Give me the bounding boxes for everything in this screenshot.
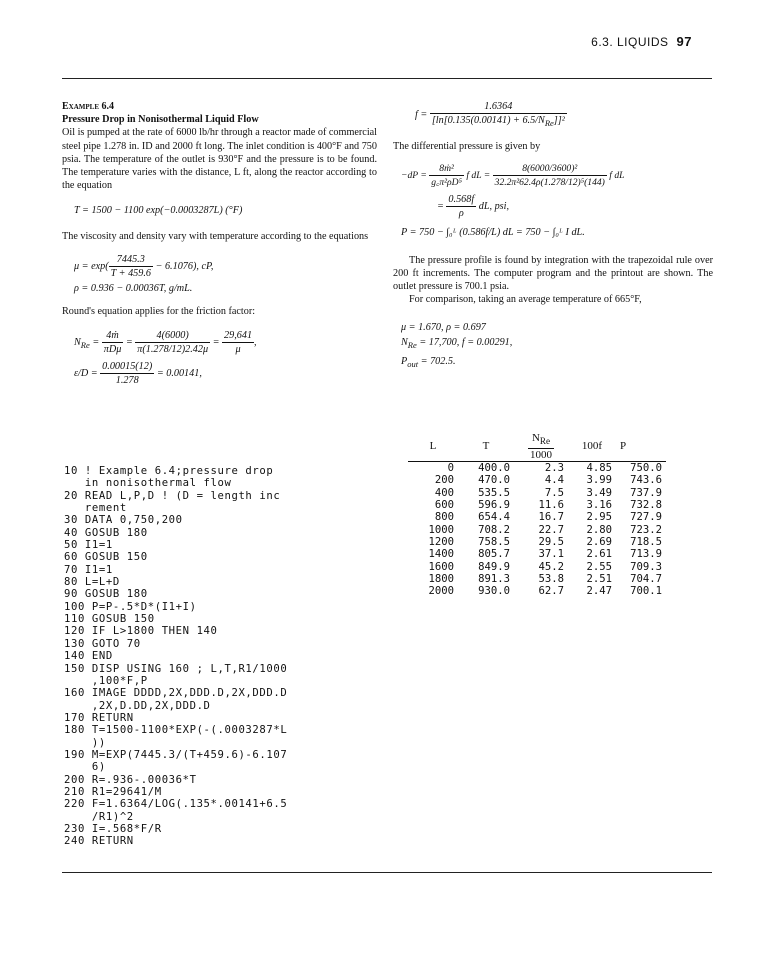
mu-rhs: − 6.1076), cP,	[155, 260, 214, 272]
program-line: 110 GOSUB 150	[64, 613, 155, 626]
table-cell: 704.7	[630, 572, 662, 585]
header-P: P	[620, 440, 627, 453]
table-cell: 11.6	[538, 498, 564, 511]
diff-text: The differential pressure is given by	[393, 141, 541, 153]
table-cell: 2.95	[586, 511, 612, 524]
nre-header-frac	[528, 432, 554, 461]
table-cell: 7.5	[544, 486, 564, 499]
program-line: 210 R1=29641/M	[64, 785, 162, 798]
dp-f1d: g꜀π²ρD⁵	[431, 176, 462, 188]
equation-dp-2: = $\frac{0.568f}{\rho}$ dL, psi,	[437, 194, 510, 220]
table-cell: 3.49	[586, 486, 612, 499]
table-cell: 3.99	[586, 474, 612, 487]
table-cell: 737.9	[630, 486, 662, 499]
mu-num: 7445.3	[109, 253, 153, 267]
table-row	[408, 461, 666, 474]
dp-frac-1	[429, 162, 464, 189]
program-line: 240 RETURN	[64, 835, 134, 848]
section-title: 6.3. LIQUIDS	[591, 35, 669, 49]
avg-nre-rest: = 17,700, f = 0.00291,	[416, 337, 513, 349]
equation-temperature: T = 1500 − 1100 exp(−0.0003287L) (°F)	[74, 205, 243, 217]
table-cell: 1800	[428, 572, 454, 585]
table-row	[408, 585, 666, 597]
table-cell: 535.5	[478, 486, 510, 499]
avg-p-sub: out	[407, 358, 419, 369]
equation-friction	[415, 100, 713, 130]
table-cell: 2.80	[586, 523, 612, 536]
example-right-column	[393, 100, 713, 372]
nre-sub: Re	[80, 339, 90, 350]
table-cell: 4.4	[544, 474, 564, 487]
equation-dp	[401, 162, 713, 189]
mu-den: T + 459.6	[110, 268, 151, 280]
program-line: 220 F=1.6364/LOG(.135*.00141+6.5	[64, 798, 288, 811]
nre-f2n: 4(6000)	[135, 329, 210, 343]
dp-f1n: 8ṁ²	[429, 162, 464, 176]
equation-roughness	[74, 360, 377, 387]
table-cell: 53.8	[538, 572, 564, 585]
program-line: 130 GOTO 70	[64, 637, 141, 650]
program-line: 70 I1=1	[64, 563, 113, 576]
f-den-a: [ln[0.135(0.00141) + 6.5/N	[431, 115, 545, 127]
header-T: T	[482, 440, 490, 453]
table-cell: 596.9	[478, 498, 510, 511]
example-left-column	[62, 100, 377, 387]
program-line: 50 I1=1	[64, 539, 113, 552]
program-line: 80 L=L+D	[64, 576, 120, 589]
program-line: 190 M=EXP(7445.3/(T+459.6)-6.107	[64, 748, 288, 761]
eps-frac	[100, 360, 154, 387]
program-line: /R1)^2	[64, 810, 134, 823]
table-row	[408, 536, 666, 548]
output-table-wrapper	[408, 432, 666, 598]
program-line: ,100*F,P	[64, 674, 148, 687]
header-f: 100f	[581, 440, 603, 453]
f-den-sub: Re	[544, 118, 554, 129]
table-row	[408, 524, 666, 536]
f-frac	[430, 100, 567, 130]
nre-header-sub: Re	[539, 436, 551, 447]
profile-text: The pressure profile is found by integration with the trapezoidal rule over 200 ft increments. The computer program and the printout are shown. The outlet pressure is 700.1 psia.	[393, 254, 713, 293]
equation-pressure: P = 750 − ∫₀ᴸ (0.586f/L) dL = 750 − ∫₀ᴸ I dL.	[401, 227, 585, 239]
table-cell: 400.0	[478, 461, 510, 474]
table-cell: 1400	[428, 548, 454, 561]
table-cell: 709.3	[630, 560, 662, 573]
nre-f1d: πDμ	[103, 343, 122, 355]
table-cell: 2.69	[586, 535, 612, 548]
table-cell: 2.61	[586, 548, 612, 561]
table-cell: 22.7	[538, 523, 564, 536]
header-L: L	[429, 440, 437, 453]
dp-f2n: 8(6000/3600)²	[493, 162, 607, 176]
table-cell: 708.2	[478, 523, 510, 536]
table-cell: 2.51	[586, 572, 612, 585]
table-cell: 1200	[428, 535, 454, 548]
equation-viscosity	[74, 253, 377, 280]
table-cell: 723.2	[630, 523, 662, 536]
table-row	[408, 487, 666, 499]
table-cell: 758.5	[478, 535, 510, 548]
output-table	[408, 432, 666, 598]
header-NRe	[514, 432, 568, 461]
program-line: 60 GOSUB 150	[64, 551, 148, 564]
footer-rule	[62, 872, 712, 873]
table-cell: 400	[434, 486, 454, 499]
table-cell: 200	[434, 474, 454, 487]
example-title: Pressure Drop in Nonisothermal Liquid Flow	[62, 114, 259, 126]
table-cell: 37.1	[538, 548, 564, 561]
example-intro: Oil is pumped at the rate of 6000 lb/hr through a reactor made of commercial steel pipe 1.278 in. ID and 2000 ft long. The inlet condition is 400°F and 750 psia. The temperature of the outlet is 930°F and the pressure is to be found. The temperature varies with the distance, L ft, along the reactor according to the equation	[62, 127, 377, 192]
dp2-end: dL, psi,	[478, 201, 510, 213]
table-cell: 700.1	[630, 585, 662, 598]
table-cell: 743.6	[630, 474, 662, 487]
example-label: Example 6.4	[62, 101, 115, 112]
table-cell: 0	[447, 461, 454, 474]
table-cell: 718.5	[630, 535, 662, 548]
f-den	[430, 114, 567, 130]
equation-density: ρ = 0.936 − 0.00036T, g/mL.	[74, 283, 193, 295]
f-lhs: f =	[415, 109, 428, 121]
table-cell: 849.9	[478, 560, 510, 573]
avg-p-rest: = 702.5.	[418, 355, 456, 367]
nre-f3n: 29,641	[222, 329, 254, 343]
dp2-den: ρ	[458, 208, 464, 220]
dp-end: f dL	[609, 169, 625, 181]
table-cell: 2.55	[586, 560, 612, 573]
avg-nre: N	[401, 337, 408, 349]
nre-frac-3	[222, 329, 254, 356]
avg-line-2	[401, 335, 713, 353]
program-line: 120 IF L>1800 THEN 140	[64, 625, 218, 638]
table-cell: 62.7	[538, 585, 564, 598]
basic-program-listing	[64, 465, 287, 848]
nre-f3d: μ	[235, 343, 241, 355]
avg-line-1: μ = 1.670, ρ = 0.697	[401, 322, 486, 334]
table-cell: 713.9	[630, 548, 662, 561]
table-cell: 727.9	[630, 511, 662, 524]
program-line: 150 DISP USING 160 ; L,T,R1/1000	[64, 662, 288, 675]
output-rows	[408, 461, 666, 597]
table-cell: 29.5	[538, 535, 564, 548]
program-line: 180 T=1500-1100*EXP(-(.0003287*L	[64, 724, 288, 737]
nre-header-den: 1000	[530, 448, 552, 461]
program-line: 6)	[64, 761, 106, 774]
program-line: 140 END	[64, 650, 113, 663]
eps-rhs: = 0.00141,	[156, 368, 202, 380]
equation-reynolds: $N_{Re}$ = $\frac{\text{4ṁ}}{\text{πDμ}}$ = $\frac{4(6000)}{\pi(1.278/12)2.42\mu}$ = $\frac{29,641}{\mu}$ ,	[74, 329, 257, 355]
f-num: 1.6364	[430, 100, 567, 114]
table-cell: 805.7	[478, 548, 510, 561]
table-cell: 750.0	[630, 461, 662, 474]
program-line: 200 R=.936-.00036*T	[64, 773, 197, 786]
table-row	[408, 511, 666, 523]
dp-mid: f dL =	[466, 169, 491, 181]
avg-p: P	[401, 355, 408, 367]
nre-frac-2	[135, 329, 210, 356]
table-cell: 891.3	[478, 572, 510, 585]
table-cell: 2000	[428, 585, 454, 598]
table-cell: 600	[434, 498, 454, 511]
program-line: 230 I=.568*F/R	[64, 822, 162, 835]
avg-line-3	[401, 354, 713, 372]
program-line: 20 READ L,P,D ! (D = length inc	[64, 489, 281, 502]
table-cell: 45.2	[538, 560, 564, 573]
program-line: 160 IMAGE DDDD,2X,DDD.D,2X,DDD.D	[64, 687, 288, 700]
program-line: 90 GOSUB 180	[64, 588, 148, 601]
dp-f2d: 32.2π²62.4ρ(1.278/12)⁵(144)	[494, 176, 605, 188]
compare-text: For comparison, taking an average temperature of 665°F,	[409, 294, 642, 306]
nre-header-num	[528, 432, 554, 449]
program-line: 100 P=P-.5*D*(I1+I)	[64, 600, 197, 613]
nre-symbol: N	[74, 336, 81, 348]
nre-f1n: 4ṁ	[102, 329, 124, 343]
table-cell: 654.4	[478, 511, 510, 524]
table-cell: 2.3	[544, 461, 564, 474]
mu-fraction	[109, 253, 153, 280]
nre-frac-1	[102, 329, 124, 356]
program-line: in nonisothermal flow	[64, 477, 232, 490]
table-cell: 1000	[428, 523, 454, 536]
table-row	[408, 499, 666, 511]
table-row	[408, 474, 666, 486]
table-cell: 1600	[428, 560, 454, 573]
table-cell: 732.8	[630, 498, 662, 511]
nre-f2d: π(1.278/12)2.42μ	[137, 343, 209, 355]
dp-lhs: −dP =	[401, 169, 427, 181]
program-line: 170 RETURN	[64, 711, 134, 724]
table-cell: 800	[434, 511, 454, 524]
program-line: rement	[64, 502, 127, 515]
eps-num: 0.00015(12)	[100, 360, 154, 374]
dp2-frac	[446, 193, 476, 220]
average-results	[401, 320, 713, 371]
mu-lhs: μ = exp(	[74, 260, 109, 272]
eps-lhs: ε/D =	[74, 368, 98, 380]
f-den-end: ]]²	[553, 115, 565, 127]
viscosity-text: The viscosity and density vary with temperature according to the equations	[62, 230, 369, 242]
program-line: 40 GOSUB 180	[64, 526, 148, 539]
header-rule	[62, 78, 712, 79]
nre-header-symbol: N	[531, 432, 540, 444]
program-line: ,2X,D.DD,2X,DDD.D	[64, 699, 211, 712]
dp2-num: 0.568f	[446, 193, 476, 207]
table-cell: 2.47	[586, 585, 612, 598]
table-row	[408, 573, 666, 585]
avg-nre-sub: Re	[407, 340, 417, 351]
program-line: 30 DATA 0,750,200	[64, 514, 183, 527]
eps-den: 1.278	[115, 375, 139, 387]
table-cell: 470.0	[478, 474, 510, 487]
dp-frac-2	[493, 162, 607, 189]
table-row	[408, 548, 666, 560]
program-line: ))	[64, 736, 106, 749]
page-number: 97	[676, 34, 692, 49]
table-cell: 930.0	[478, 585, 510, 598]
table-cell: 3.16	[586, 498, 612, 511]
table-row	[408, 561, 666, 573]
output-header-row	[408, 432, 666, 461]
round-text: Round's equation applies for the friction factor:	[62, 306, 256, 318]
running-header	[591, 34, 692, 49]
table-cell: 4.85	[586, 461, 612, 474]
table-cell: 16.7	[538, 511, 564, 524]
program-line: 10 ! Example 6.4;pressure drop	[64, 465, 274, 477]
